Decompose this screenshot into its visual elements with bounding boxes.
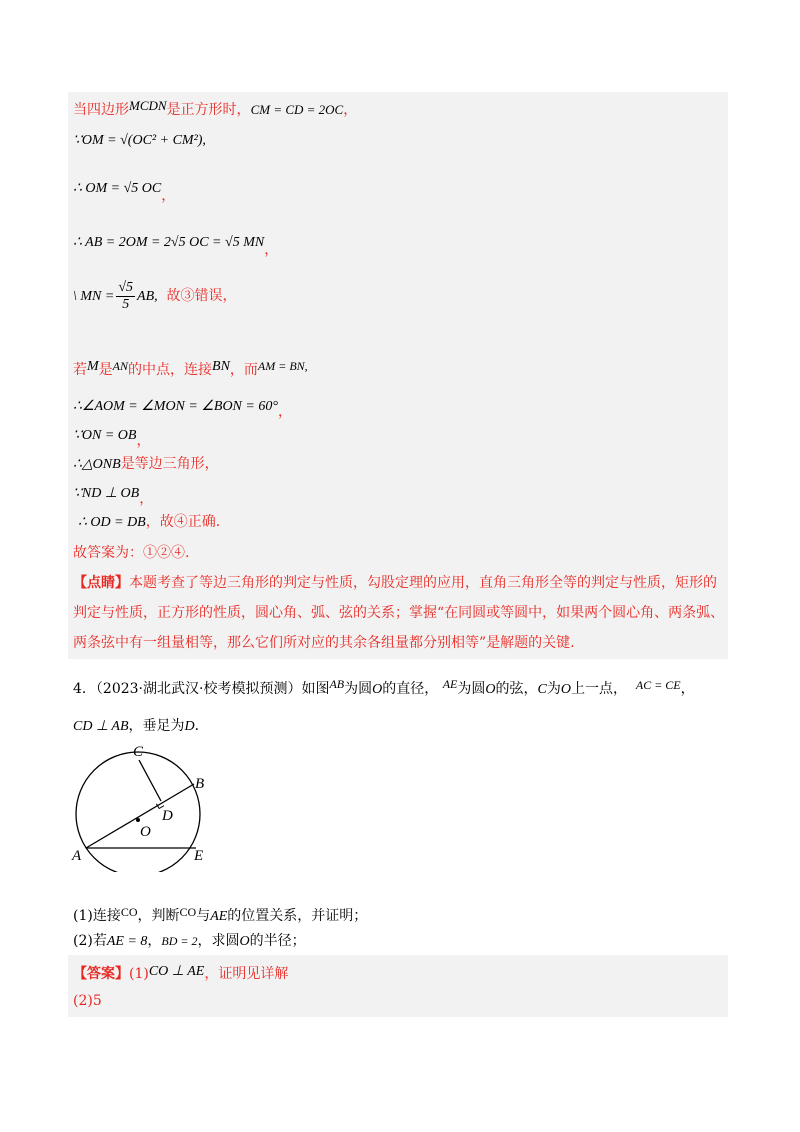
numerator: √5 bbox=[118, 279, 134, 295]
problem-number: 4． bbox=[73, 681, 96, 697]
math: ∴ OD = DB bbox=[78, 515, 146, 530]
math: AE bbox=[210, 909, 228, 924]
math: AC = CE bbox=[635, 678, 681, 692]
text: 为 bbox=[546, 681, 561, 697]
text: 为圆 bbox=[344, 681, 373, 697]
text: ，垂足为 bbox=[128, 718, 185, 734]
text: ， bbox=[277, 404, 292, 420]
solution-line-4 bbox=[73, 232, 278, 260]
solution-line-2: ∵OM = √(OC² + CM²), bbox=[73, 133, 206, 148]
solution-line-5 bbox=[73, 278, 237, 315]
circle-o bbox=[76, 752, 200, 872]
text: ， bbox=[343, 102, 358, 118]
text: 上一点， bbox=[570, 681, 627, 697]
math: AM = BN, bbox=[257, 359, 308, 373]
text: ，求圆 bbox=[197, 933, 240, 949]
math: ∴∠AOM = ∠MON = ∠BON = 60° bbox=[73, 399, 278, 414]
text: 的中点，连接 bbox=[128, 362, 213, 378]
solution-line-7 bbox=[73, 396, 292, 422]
text: ， bbox=[264, 242, 279, 258]
math: AB, bbox=[137, 289, 158, 304]
fraction bbox=[116, 280, 135, 313]
math: CM = CD = 2OC bbox=[250, 102, 344, 117]
text: ，而 bbox=[229, 362, 258, 378]
denominator: 5 bbox=[122, 296, 130, 312]
text: ，判断 bbox=[137, 908, 180, 924]
problem-4-line-1 bbox=[73, 674, 695, 700]
problem-4-line-2 bbox=[73, 716, 209, 737]
math: M bbox=[87, 359, 99, 374]
text: ， bbox=[136, 433, 151, 449]
math: CD ⊥ AB bbox=[73, 719, 129, 734]
text: (1)连接 bbox=[73, 908, 121, 924]
solution-line-11 bbox=[78, 512, 230, 533]
text: ，故④正确． bbox=[145, 514, 230, 530]
math: MCDN bbox=[129, 98, 167, 113]
solution-line-10 bbox=[73, 483, 153, 509]
math: BD = 2 bbox=[161, 934, 198, 948]
text: 的位置关系，并证明； bbox=[227, 908, 368, 924]
math: CO bbox=[120, 905, 138, 919]
segment-cd bbox=[139, 760, 161, 801]
math: AE = 8 bbox=[106, 934, 148, 949]
comment-text: 本题考查了等边三角形的判定与性质，勾股定理的应用，直角三角形全等的判定与性质，矩形的判定与性质，正方形的性质，圆心角、弧、弦的关系；掌握“在同圆或等圆中，如果两个圆心角、两条弧、两条弦中有一组量相等，那么它们所对应的其余各组量都分别相等”是解题的关键. bbox=[73, 575, 725, 651]
answer-tag: 【答案】 bbox=[73, 966, 129, 982]
text: 的直径， bbox=[382, 681, 439, 697]
label-o: O bbox=[140, 824, 151, 840]
text: 故③错误， bbox=[166, 288, 237, 304]
solution-line-1 bbox=[73, 96, 357, 120]
label-e: E bbox=[194, 848, 204, 864]
answer-line-1 bbox=[73, 962, 288, 984]
label-c: C bbox=[133, 744, 144, 760]
math: AE bbox=[442, 677, 458, 691]
text: 是正方形时， bbox=[166, 102, 251, 118]
text: ， bbox=[147, 933, 162, 949]
math: AN bbox=[112, 359, 129, 373]
problem-source: （2023·湖北武汉·校考模拟预测） bbox=[95, 681, 302, 697]
text: 当四边形 bbox=[73, 102, 129, 118]
math: ∵ND ⊥ OB bbox=[73, 486, 140, 501]
text: ，证明见详解 bbox=[204, 966, 289, 982]
text: ， bbox=[139, 491, 154, 507]
math: BN bbox=[212, 359, 230, 374]
text: (2)若 bbox=[73, 933, 107, 949]
text: (1) bbox=[129, 966, 149, 982]
label-d: D bbox=[162, 808, 173, 824]
text: 是等边三角形， bbox=[120, 456, 219, 472]
math: ∵ON = OB bbox=[73, 428, 137, 443]
text: 的半径； bbox=[249, 933, 306, 949]
text: 是 bbox=[98, 362, 113, 378]
math: O bbox=[372, 682, 383, 697]
text: 如图 bbox=[301, 681, 330, 697]
comment-paragraph bbox=[73, 568, 728, 658]
math: C bbox=[537, 682, 547, 697]
solution-line-3 bbox=[73, 178, 175, 206]
math: ∴ OM = √5 OC bbox=[73, 181, 162, 196]
circle-figure bbox=[70, 742, 220, 872]
text: ， bbox=[680, 681, 695, 697]
label-b: B bbox=[195, 776, 205, 792]
solution-line-8 bbox=[73, 425, 150, 451]
question-1 bbox=[73, 902, 367, 927]
math: O bbox=[485, 682, 496, 697]
text: 若 bbox=[73, 362, 87, 378]
solution-line-12: 故答案为：①②④. bbox=[73, 545, 190, 561]
question-2 bbox=[73, 931, 306, 952]
text: ． bbox=[194, 718, 209, 734]
center-point bbox=[136, 818, 140, 822]
comment-tag: 【点睛】 bbox=[73, 575, 129, 591]
answer-line-2: (2)5 bbox=[73, 993, 102, 1009]
math: O bbox=[560, 682, 571, 697]
text: 的弦， bbox=[495, 681, 538, 697]
math: O bbox=[239, 934, 250, 949]
solution-line-6 bbox=[73, 356, 308, 380]
text: 为圆 bbox=[457, 681, 486, 697]
math: CO ⊥ AE bbox=[148, 964, 205, 979]
math: AB bbox=[329, 677, 345, 691]
label-a: A bbox=[72, 848, 82, 864]
math: D bbox=[184, 719, 195, 734]
math: ∴ AB = 2OM = 2√5 OC = √5 MN bbox=[73, 235, 265, 250]
text: 与 bbox=[196, 908, 211, 924]
math: CO bbox=[179, 905, 197, 919]
text: ， bbox=[161, 188, 176, 204]
solution-line-9 bbox=[73, 454, 219, 475]
math: \ MN = bbox=[73, 289, 115, 304]
math: ∴△ONB bbox=[73, 457, 121, 472]
